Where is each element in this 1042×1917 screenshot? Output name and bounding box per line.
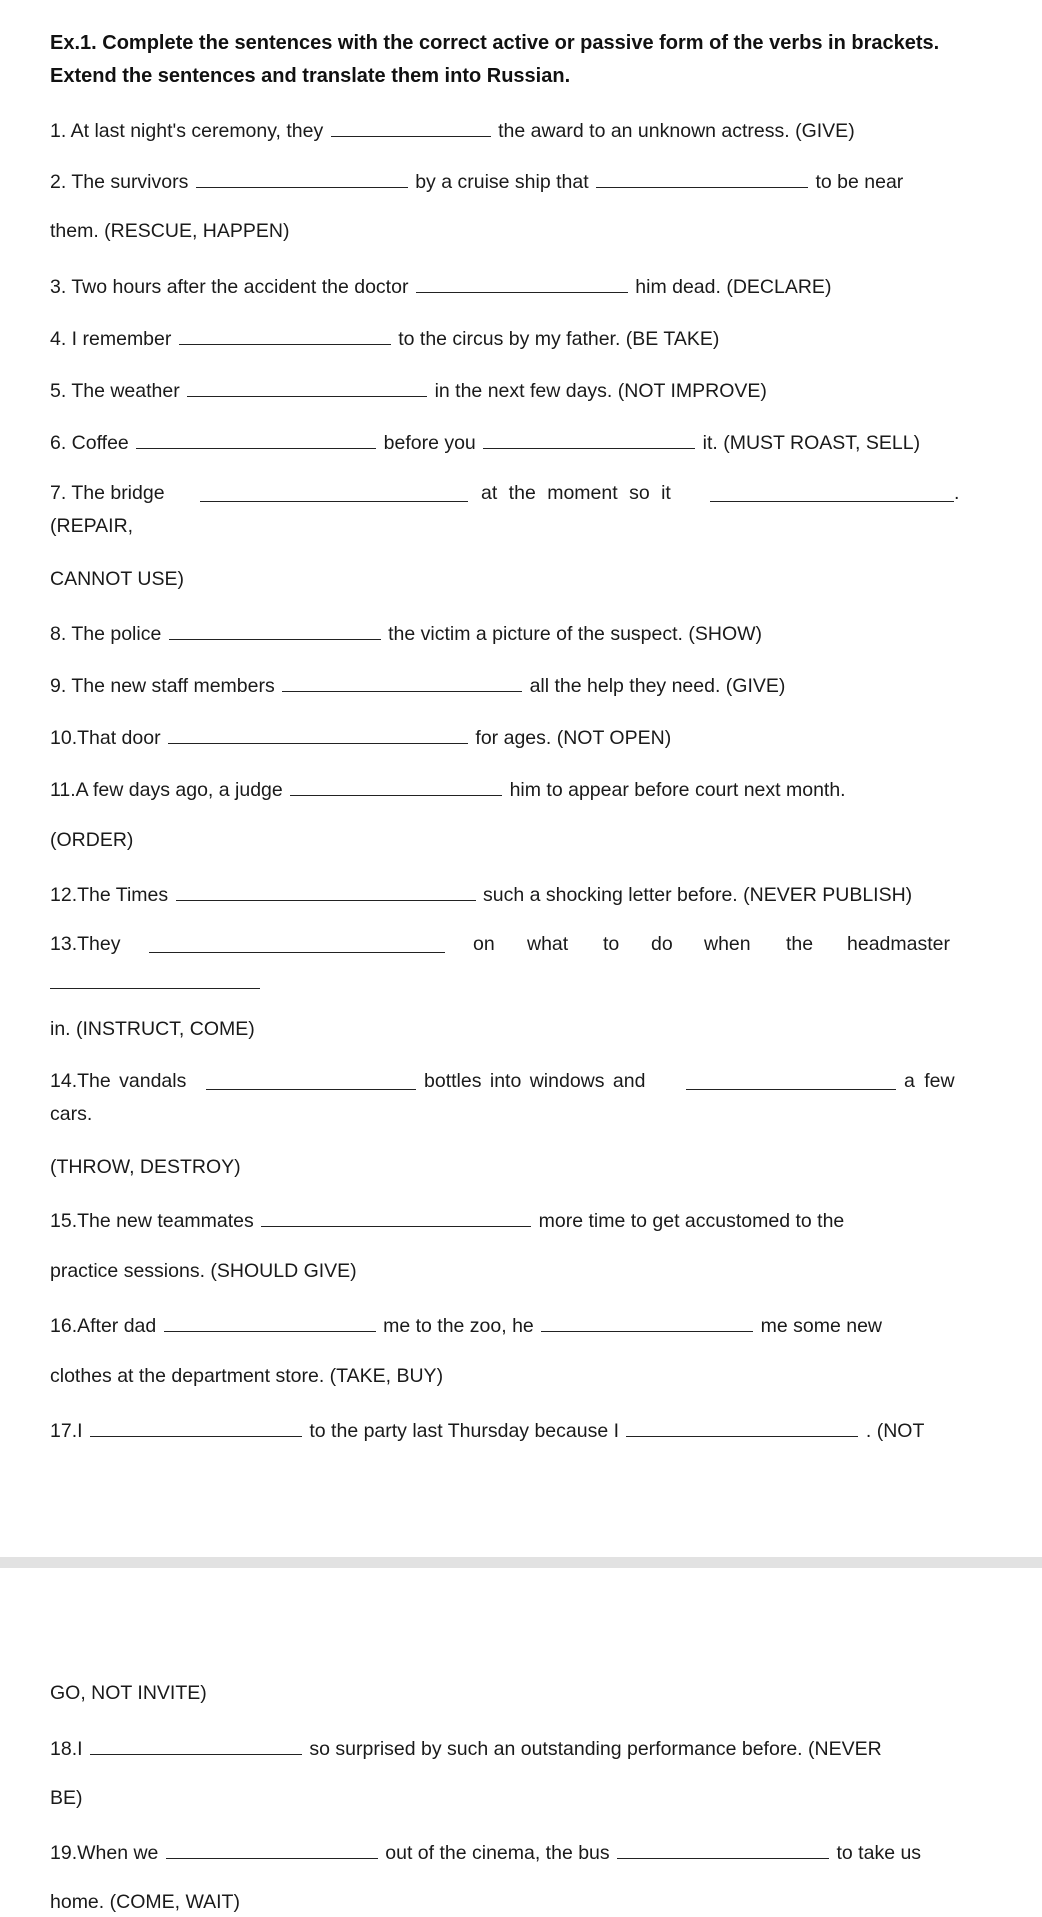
sentence-18-text-b: so surprised by such an outstanding performance before. (NEVER — [309, 1738, 882, 1760]
sentence-14-continued-1: cars. — [50, 1103, 93, 1125]
sentence-18-blank[interactable] — [90, 1734, 302, 1755]
sentence-7-continued-1: (REPAIR, — [50, 515, 134, 537]
sentence-17-text-c: . (NOT — [865, 1420, 925, 1442]
sentence-3-text-b: him dead. (DECLARE) — [635, 276, 832, 298]
sentence-18-continued: BE) — [50, 1787, 83, 1809]
sentence-13-word-4: do — [651, 933, 673, 955]
sentence-12-text-a: 12.The Times — [50, 884, 169, 906]
sentence-8 — [50, 619, 762, 646]
sentence-2-blank-1[interactable] — [196, 167, 408, 188]
sentence-6-text-c: it. (MUST ROAST, SELL) — [702, 432, 921, 454]
sentence-8-blank[interactable] — [169, 619, 381, 640]
sentence-1 — [50, 116, 855, 143]
sentence-3-blank[interactable] — [416, 272, 628, 293]
sentence-13-word-2: what — [527, 933, 569, 955]
sentence-18 — [50, 1734, 882, 1761]
sentence-17-text-b: to the party last Thursday because I — [309, 1420, 620, 1442]
sentence-14-continued-2: (THROW, DESTROY) — [50, 1156, 241, 1178]
sentence-2-text-b: by a cruise ship that — [415, 171, 589, 193]
sentence-19-blank-1[interactable] — [166, 1838, 378, 1859]
sentence-12-text-b: such a shocking letter before. (NEVER PUBLISH) — [482, 884, 913, 906]
sentence-15-text-b: more time to get accustomed to the — [538, 1210, 845, 1232]
sentence-1-blank[interactable] — [331, 116, 491, 137]
sentence-13-blank-1[interactable] — [149, 932, 445, 953]
sentence-5-text-a: 5. The weather — [50, 380, 180, 402]
sentence-13-text-a: 13.They — [50, 933, 121, 955]
sentence-7-blank-2[interactable] — [710, 481, 954, 502]
sentence-1-text-a: 1. At last night's ceremony, they — [50, 120, 324, 142]
sentence-17 — [50, 1416, 924, 1443]
sentence-19-text-b: out of the cinema, the bus — [385, 1842, 610, 1864]
exercise-title-line-1: Ex.1. Complete the sentences with the correct active or passive form of the verbs in brackets. — [50, 32, 940, 54]
sentence-14-blank-2[interactable] — [686, 1069, 896, 1090]
sentence-15-text-a: 15.The new teammates — [50, 1210, 254, 1232]
sentence-16-text-c: me some new — [760, 1315, 883, 1337]
sentence-8-text-b: the victim a picture of the suspect. (SHOW) — [388, 623, 763, 645]
sentence-11-continued: (ORDER) — [50, 829, 134, 851]
sentence-8-text-a: 8. The police — [50, 623, 162, 645]
sentence-14 — [50, 1069, 962, 1093]
sentence-14-text-b: bottles into windows and — [424, 1070, 646, 1092]
sentence-19-text-c: to take us — [836, 1842, 922, 1864]
sentence-12 — [50, 880, 912, 907]
sentence-16-blank-2[interactable] — [541, 1311, 753, 1332]
sentence-16-text-b: me to the zoo, he — [383, 1315, 534, 1337]
worksheet-page-2 — [0, 1568, 1042, 1917]
sentence-4-blank[interactable] — [179, 324, 391, 345]
sentence-2-blank-2[interactable] — [596, 167, 808, 188]
sentence-14-text-a: 14.The vandals — [50, 1070, 187, 1092]
sentence-17-text-a: 17.I — [50, 1420, 83, 1442]
sentence-6-blank-1[interactable] — [136, 428, 376, 449]
sentence-7-text-a: 7. The bridge — [50, 482, 165, 504]
sentence-13-word-6: the — [786, 933, 814, 955]
sentence-2 — [50, 167, 903, 194]
sentence-9-text-b: all the help they need. (GIVE) — [529, 675, 786, 697]
sentence-13-word-5: when — [704, 933, 751, 955]
sentence-10-blank[interactable] — [168, 723, 468, 744]
sentence-10 — [50, 723, 671, 750]
sentence-4-text-b: to the circus by my father. (BE TAKE) — [398, 328, 720, 350]
exercise-title-line-2: Extend the sentences and translate them into Russian. — [50, 65, 571, 87]
sentence-9-text-a: 9. The new staff members — [50, 675, 275, 697]
sentence-15-continued: practice sessions. (SHOULD GIVE) — [50, 1260, 357, 1282]
sentence-16-blank-1[interactable] — [164, 1311, 376, 1332]
sentence-15 — [50, 1206, 844, 1233]
sentence-17-continued: GO, NOT INVITE) — [50, 1682, 207, 1704]
sentence-19-text-a: 19.When we — [50, 1842, 159, 1864]
sentence-6-text-a: 6. Coffee — [50, 432, 129, 454]
sentence-10-text-b: for ages. (NOT OPEN) — [475, 727, 672, 749]
sentence-2-text-a: 2. The survivors — [50, 171, 189, 193]
sentence-4-text-a: 4. I remember — [50, 328, 172, 350]
sentence-7-text-b: at the moment so it — [481, 482, 671, 504]
sentence-4 — [50, 324, 719, 351]
sentence-9 — [50, 671, 785, 698]
sentence-15-blank[interactable] — [261, 1206, 531, 1227]
sentence-11-blank[interactable] — [290, 775, 502, 796]
sentence-10-text-a: 10.That door — [50, 727, 161, 749]
sentence-18-text-a: 18.I — [50, 1738, 83, 1760]
sentence-17-blank-1[interactable] — [90, 1416, 302, 1437]
sentence-11-text-b: him to appear before court next month. — [509, 779, 846, 801]
sentence-17-blank-2[interactable] — [626, 1416, 858, 1437]
sentence-3 — [50, 272, 831, 299]
sentence-5-text-b: in the next few days. (NOT IMPROVE) — [434, 380, 767, 402]
sentence-13-continued: in. (INSTRUCT, COME) — [50, 1018, 255, 1040]
sentence-16 — [50, 1311, 882, 1338]
page-separator — [0, 1557, 1042, 1568]
sentence-19-blank-2[interactable] — [617, 1838, 829, 1859]
sentence-2-text-c: to be near — [815, 171, 904, 193]
sentence-19 — [50, 1838, 921, 1865]
sentence-6-text-b: before you — [383, 432, 476, 454]
sentence-5-blank[interactable] — [187, 376, 427, 397]
sentence-19-continued: home. (COME, WAIT) — [50, 1891, 240, 1913]
sentence-13-blank-2[interactable] — [50, 987, 260, 989]
sentence-6 — [50, 428, 920, 455]
sentence-14-blank-1[interactable] — [206, 1069, 416, 1090]
sentence-7 — [50, 481, 962, 505]
sentence-16-text-a: 16.After dad — [50, 1315, 157, 1337]
sentence-7-period: . — [954, 482, 960, 504]
sentence-6-blank-2[interactable] — [483, 428, 695, 449]
sentence-9-blank[interactable] — [282, 671, 522, 692]
sentence-5 — [50, 376, 767, 403]
sentence-13-word-1: on — [473, 933, 495, 955]
sentence-13-word-7: headmaster — [847, 933, 950, 955]
sentence-3-text-a: 3. Two hours after the accident the doctor — [50, 276, 409, 298]
sentence-14-text-c: a few — [904, 1070, 955, 1092]
sentence-11-text-a: 11.A few days ago, a judge — [50, 779, 283, 801]
sentence-16-continued: clothes at the department store. (TAKE, BUY) — [50, 1365, 444, 1387]
sentence-12-blank[interactable] — [176, 880, 476, 901]
sentence-7-continued-2: CANNOT USE) — [50, 568, 184, 590]
sentence-1-text-b: the award to an unknown actress. (GIVE) — [498, 120, 855, 142]
sentence-13 — [50, 932, 962, 956]
sentence-7-blank-1[interactable] — [200, 481, 468, 502]
sentence-11 — [50, 775, 846, 802]
sentence-2-continued: them. (RESCUE, HAPPEN) — [50, 220, 290, 242]
sentence-13-word-3: to — [603, 933, 620, 955]
